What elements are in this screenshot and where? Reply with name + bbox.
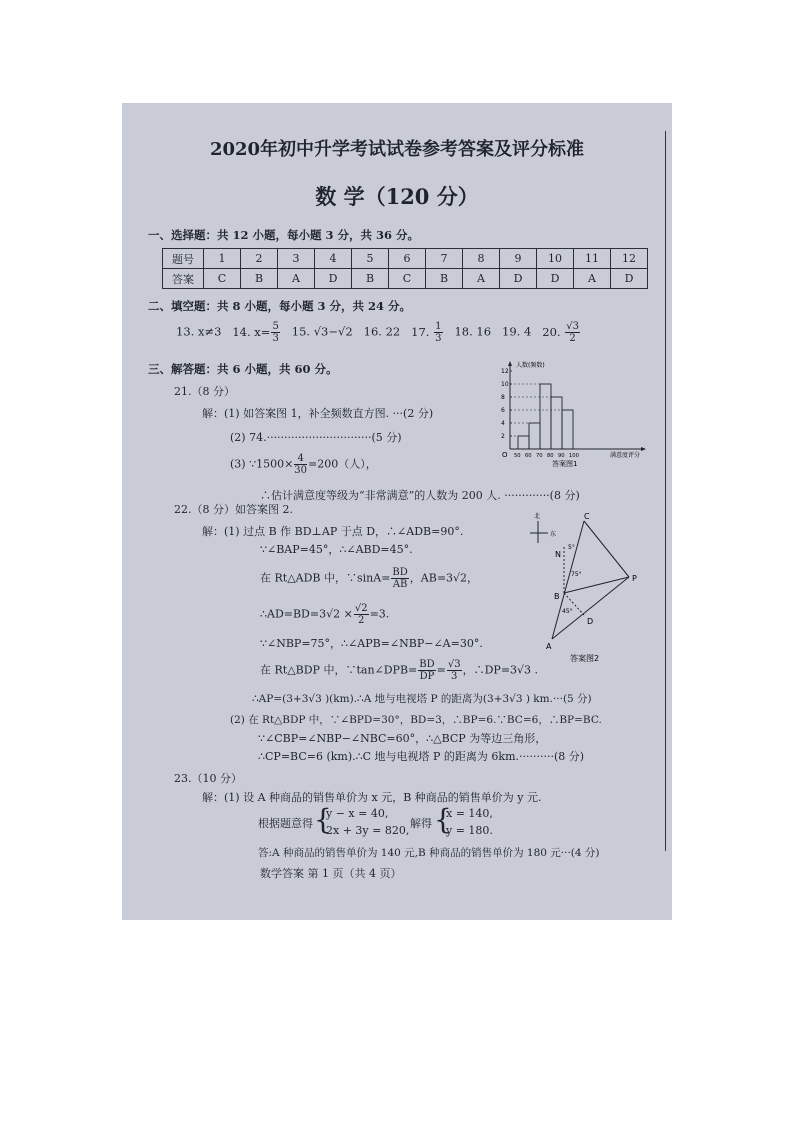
question-number: 8 <box>463 249 500 269</box>
q21-line1: 解：(1) 如答案图 1，补全频数直方图. ···(2 分) <box>202 407 434 420</box>
page-footer: 数学答案 第 1 页（共 4 页） <box>260 867 402 880</box>
answer-sheet-photo: 2020年初中升学考试试卷参考答案及评分标准 数 学（120 分） 一、选择题：共 12 小题，每小题 3 分，共 36 分。 题号 1 2 3 4 5 6 7 8 9 10 11 12 答案 C B A D B C B A D D A D 二、填空题：共 8 小题，每小题 3 分，共 24 分。 13. x≠3 14. x= $\frac{5}{3}$ 15. √3−√2 16. 22 17. $\frac{1}{3}$ 18. 16 19. 4 20. $\frac{√3}{2}$ 三、解答题：共 6 小题，共 60 分。 21.（8 分） 解：(1) 如答案图 1，补全频数直方图. ···(2 分) (2) 74.······························(5 分) (3) ∵1500× $\frac{4}{30}$ =200（人）， ∴估计满意度等级为“非常满意”的人数为 200 人. ·············(8 分) 人数(频数) 满意度评分 O 答案图1 2 4 6 8 10 12 50 60 70 80 90 100 22.（8 分）如答案图 2. 解：(1) 过点 B 作 BD⊥AP 于点 D，∴∠ADB=90°. ∵∠BAP=45°，∴∠ABD=45°. 在 Rt△ADB 中，∵sinA= $\frac{BD}{AB}$ ，AB=3√2， ∴AD=BD=3√2 × $\frac{√2}{2}$ =3. ∵∠NBP=75°，∴∠APB=∠NBP−∠A=30°. 在 Rt△BDP 中，∵tan∠DPB= $\frac{BD}{DP}$ = $\frac{√3}{3}$ ，∴DP=3√3 . ∴AP=(3+3√3 )(km).∴A 地与电视塔 P 的距离为(3+3√3 ) km.···(5 分) (2) 在 Rt△BDP 中，∵∠BPD=30°，BD=3，∴BP=6.∵BC=6，∴BP=BC. ∵∠CBP=∠NBP−∠NBC=60°，∴△BCP 为等边三角形， ∴CP=BC=6 (km).∴C 地与电视塔 P 的距离为 6km.··········(8 分) 北 东 C N P B D A 5° 75° 45° 答案图2 23.（10 分） 解：(1) 设 A 种商品的销售单价为 x 元，B 种商品的销售单价为 y 元. 根据题意得 { y − x = 40, 2x + 3y = 820, 解得 { x = 140, y = 180. 答:A 种商品的销售单价为 140 元,B 种商品的销售单价为 180 元···(4 分) 数学答案 第 1 页（共 4 页） <box>122 103 672 920</box>
answer-cell: D <box>537 269 574 289</box>
fill-in-answers <box>176 321 581 344</box>
y-axis-arrow <box>508 361 512 366</box>
point-b: B <box>554 592 560 601</box>
point-n: N <box>555 550 561 559</box>
question-number: 3 <box>278 249 315 269</box>
x-tick-label: 60 <box>525 453 532 459</box>
x-tick-label: 100 <box>569 453 579 459</box>
x-tick-label: 90 <box>558 453 565 459</box>
histogram-bar <box>540 384 551 449</box>
y-tick-label: 2 <box>501 433 505 440</box>
geometry-figure <box>524 509 654 663</box>
q23-line3: 答:A 种商品的销售单价为 140 元,B 种商品的销售单价为 180 元···(4 分) <box>258 847 600 859</box>
angle-75: 75° <box>571 571 582 578</box>
page-edge-line <box>665 131 666 851</box>
answer-17: 17. $\frac{1}{3}$ <box>411 321 442 344</box>
question-number: 1 <box>204 249 241 269</box>
q22-line10: ∴CP=BC=6 (km).∴C 地与电视塔 P 的距离为 6km.··········(8 分) <box>258 750 585 763</box>
q21-line2: (2) 74.······························(5 分) <box>230 431 402 444</box>
histogram-xlabel: 满意度评分 <box>610 452 641 459</box>
answer-18: 18. 16 <box>454 324 492 339</box>
x-tick-label: 50 <box>514 453 521 459</box>
question-number: 9 <box>500 249 537 269</box>
east-label: 东 <box>550 531 557 538</box>
y-tick-label: 12 <box>501 368 509 375</box>
histogram-bar <box>551 397 562 449</box>
histogram-bar <box>562 410 573 449</box>
point-c: C <box>584 512 590 521</box>
question-number: 12 <box>611 249 648 269</box>
answer-cell: A <box>574 269 611 289</box>
x-axis-arrow <box>641 447 646 451</box>
q22-label: 22.（8 分）如答案图 2. <box>174 503 293 516</box>
question-number: 4 <box>315 249 352 269</box>
answer-cell: D <box>315 269 352 289</box>
answer-14: 14. x= $\frac{5}{3}$ <box>232 321 279 344</box>
histogram-figure <box>494 355 656 467</box>
histogram-bar <box>518 436 529 449</box>
y-tick-label: 8 <box>501 394 505 401</box>
answer-cell: D <box>611 269 648 289</box>
q22-line2: ∵∠BAP=45°，∴∠ABD=45°. <box>260 543 413 556</box>
answer-cell: B <box>352 269 389 289</box>
question-number: 10 <box>537 249 574 269</box>
section1-heading: 一、选择题：共 12 小题，每小题 3 分，共 36 分。 <box>148 228 420 242</box>
figure2-caption: 答案图2 <box>570 654 600 663</box>
x-tick-label: 70 <box>536 453 543 459</box>
answer-16: 16. 22 <box>363 324 401 339</box>
histogram-ylabel: 人数(频数) <box>516 362 545 369</box>
point-p: P <box>632 574 637 583</box>
q21-line3: (3) ∵1500× $\frac{4}{30}$ =200（人）， <box>230 453 377 476</box>
section3-heading: 三、解答题：共 6 小题，共 60 分。 <box>148 362 338 376</box>
question-number: 2 <box>241 249 278 269</box>
answer-cell: A <box>278 269 315 289</box>
line-cp <box>584 521 629 577</box>
table-row <box>163 269 648 289</box>
table-row <box>163 249 648 269</box>
question-number: 5 <box>352 249 389 269</box>
answer-cell: C <box>389 269 426 289</box>
q22-line5: ∵∠NBP=75°，∴∠APB=∠NBP−∠A=30°. <box>260 637 483 650</box>
row-label-answer: 答案 <box>163 269 204 289</box>
line-ac <box>552 521 584 639</box>
histogram-origin: O <box>502 451 508 459</box>
q23-line1: 解：(1) 设 A 种商品的销售单价为 x 元，B 种商品的销售单价为 y 元. <box>202 791 542 804</box>
angle-45: 45° <box>562 608 573 615</box>
question-number: 7 <box>426 249 463 269</box>
q23-label: 23.（10 分） <box>174 772 242 785</box>
q21-label: 21.（8 分） <box>174 385 235 398</box>
answer-cell: D <box>500 269 537 289</box>
subject-title: 数 学（120 分） <box>315 184 479 209</box>
angle-5: 5° <box>568 544 575 551</box>
answer-15: 15. √3−√2 <box>291 324 353 339</box>
q22-line1: 解：(1) 过点 B 作 BD⊥AP 于点 D，∴∠ADB=90°. <box>202 525 464 538</box>
choice-answer-table <box>162 248 648 289</box>
answer-19: 19. 4 <box>502 324 532 339</box>
histogram-bars <box>510 384 573 449</box>
x-tick-label: 80 <box>547 453 554 459</box>
histogram-bar <box>529 423 540 449</box>
y-tick-label: 6 <box>501 407 505 414</box>
y-tick-label: 4 <box>501 420 505 427</box>
q22-line8: (2) 在 Rt△BDP 中，∵∠BPD=30°，BD=3，∴BP=6.∵BC=6，∴BP=BC. <box>230 714 602 726</box>
question-number: 11 <box>574 249 611 269</box>
answer-13: 13. x≠3 <box>176 324 222 339</box>
north-label: 北 <box>534 513 541 520</box>
q22-line7: ∴AP=(3+3√3 )(km).∴A 地与电视塔 P 的距离为(3+3√3 ) km.···(5 分) <box>252 693 592 705</box>
y-tick-label: 10 <box>501 381 509 388</box>
q22-line6: 在 Rt△BDP 中，∵tan∠DPB= $\frac{BD}{DP}$ = $\frac{√3}{3}$ ，∴DP=3√3 . <box>260 659 539 682</box>
document-title: 2020年初中升学考试试卷参考答案及评分标准 <box>209 139 585 160</box>
question-number: 6 <box>389 249 426 269</box>
point-d: D <box>587 617 594 626</box>
answer-cell: B <box>241 269 278 289</box>
q22-line3: 在 Rt△ADB 中，∵sinA= $\frac{BD}{AB}$ ，AB=3√2， <box>260 567 479 590</box>
q21-line4: ∴估计满意度等级为“非常满意”的人数为 200 人. ·············(8 分) <box>260 489 580 502</box>
answer-cell: A <box>463 269 500 289</box>
q22-line4: ∴AD=BD=3√2 × $\frac{√2}{2}$ =3. <box>260 603 390 626</box>
answer-cell: C <box>204 269 241 289</box>
answer-cell: B <box>426 269 463 289</box>
point-a: A <box>546 642 552 651</box>
row-label-question: 题号 <box>163 249 204 269</box>
answer-20: 20. $\frac{√3}{2}$ <box>542 321 579 344</box>
section2-heading: 二、填空题：共 8 小题，每小题 3 分，共 24 分。 <box>148 299 412 313</box>
q22-line9: ∵∠CBP=∠NBP−∠NBC=60°，∴△BCP 为等边三角形， <box>258 732 547 745</box>
histogram-caption: 答案图1 <box>552 460 578 467</box>
